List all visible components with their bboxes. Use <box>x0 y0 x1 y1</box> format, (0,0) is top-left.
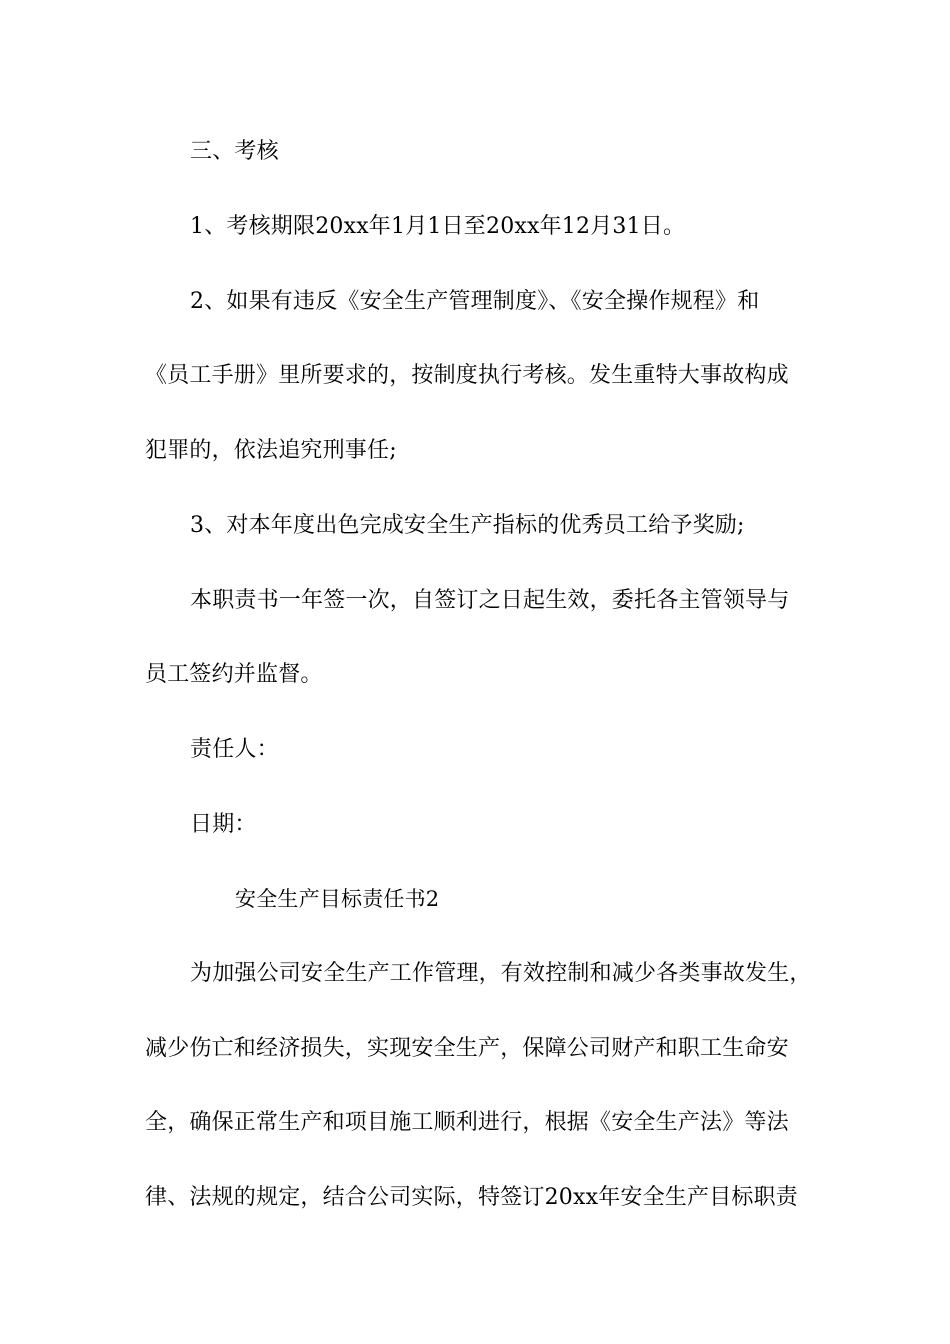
paragraph-line: 犯罪的，依法追究刑事任; <box>145 438 397 463</box>
paragraph-line: 2、如果有违反《安全生产管理制度》、《安全操作规程》和 <box>190 289 760 314</box>
document-title: 安全生产目标责任书2 <box>235 887 440 911</box>
paragraph-line: 律、法规的规定，结合公司实际，特签订20xx年安全生产目标职责 <box>145 1185 799 1210</box>
paragraph-line: 1、考核期限20xx年1月1日至20xx年12月31日。 <box>190 214 686 239</box>
paragraph-line: 《员工手册》里所要求的，按制度执行考核。发生重特大事故构成 <box>145 363 789 388</box>
paragraph-line: 减少伤亡和经济损失，实现安全生产，保障公司财产和职工生命安 <box>145 1036 789 1061</box>
paragraph-line: 为加强公司安全生产工作管理，有效控制和减少各类事故发生， <box>190 961 812 986</box>
paragraph-line: 本职责书一年签一次，自签订之日起生效，委托各主管领导与 <box>190 588 790 613</box>
section-heading-assessment: 三、考核 <box>190 139 279 164</box>
date-label: 日期： <box>190 812 257 837</box>
paragraph-line: 3、对本年度出色完成安全生产指标的优秀员工给予奖励; <box>190 513 745 538</box>
paragraph-line: 员工签约并监督。 <box>145 662 323 687</box>
responsible-person-label: 责任人： <box>190 737 279 762</box>
paragraph-line: 全，确保正常生产和项目施工顺利进行，根据《安全生产法》等法 <box>145 1110 789 1135</box>
